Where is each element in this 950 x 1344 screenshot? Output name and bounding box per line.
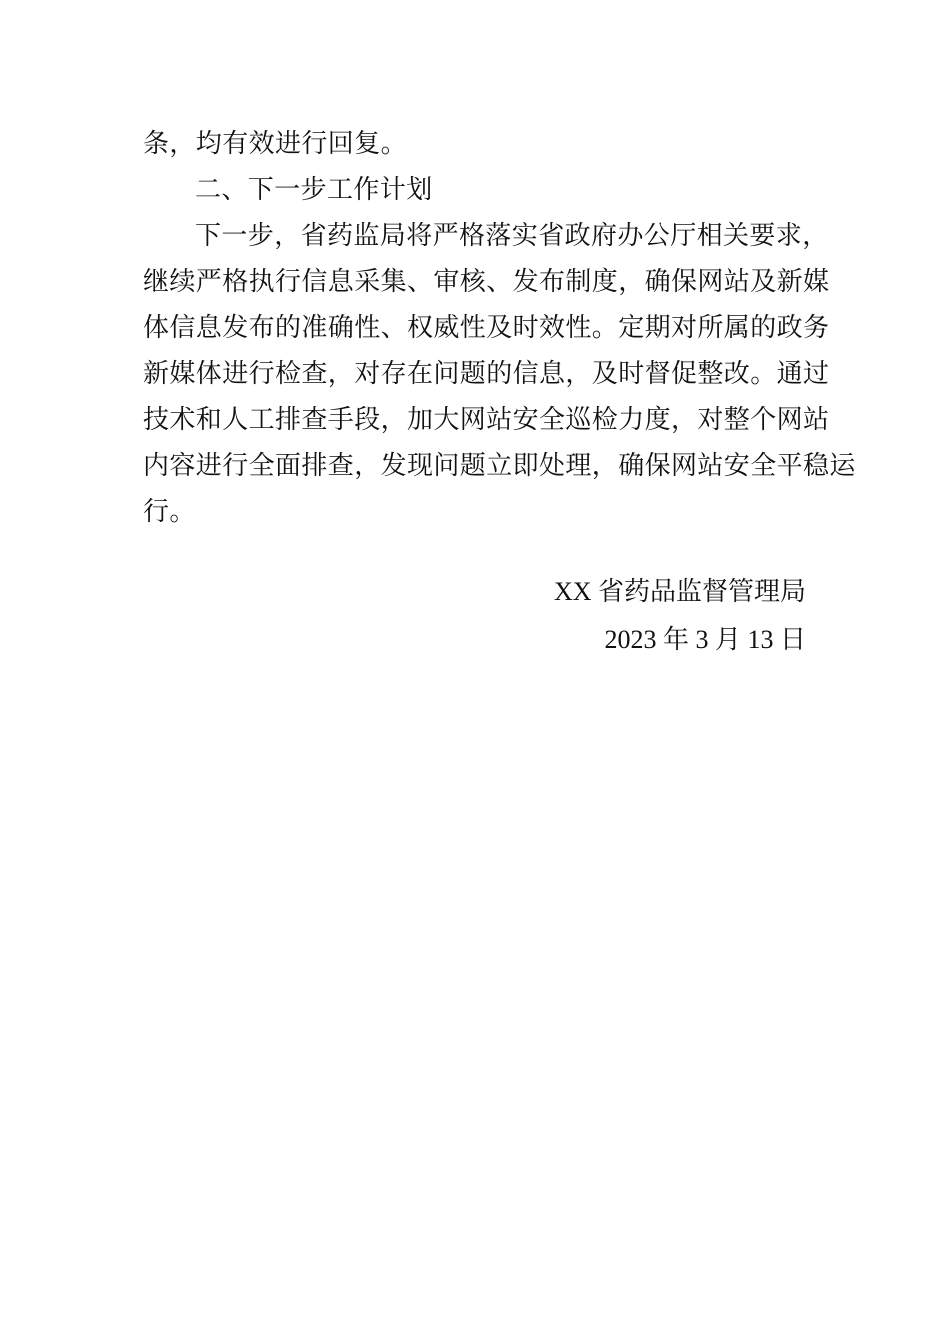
signature-date: 2023 年 3 月 13 日	[604, 625, 806, 654]
signature-block	[554, 568, 806, 664]
body-line-3: 下一步，省药监局将严格落实省政府办公厅相关要求，	[195, 221, 829, 251]
document-body	[143, 121, 856, 535]
body-line-1: 条，均有效进行回复。	[143, 129, 408, 159]
section-heading-next-steps: 二、下一步工作计划	[195, 175, 433, 205]
body-line-8: 内容进行全面排查，发现问题立即处理，确保网站安全平稳运	[143, 451, 856, 481]
body-line-4: 继续严格执行信息采集、审核、发布制度，确保网站及新媒	[143, 267, 830, 297]
signature-organization: XX 省药品监督管理局	[553, 577, 806, 606]
body-line-6: 新媒体进行检查，对存在问题的信息，及时督促整改。通过	[143, 359, 830, 389]
body-line-5: 体信息发布的准确性、权威性及时效性。定期对所属的政务	[143, 313, 830, 343]
body-line-9: 行。	[143, 497, 196, 527]
body-line-7: 技术和人工排查手段，加大网站安全巡检力度，对整个网站	[143, 405, 830, 435]
